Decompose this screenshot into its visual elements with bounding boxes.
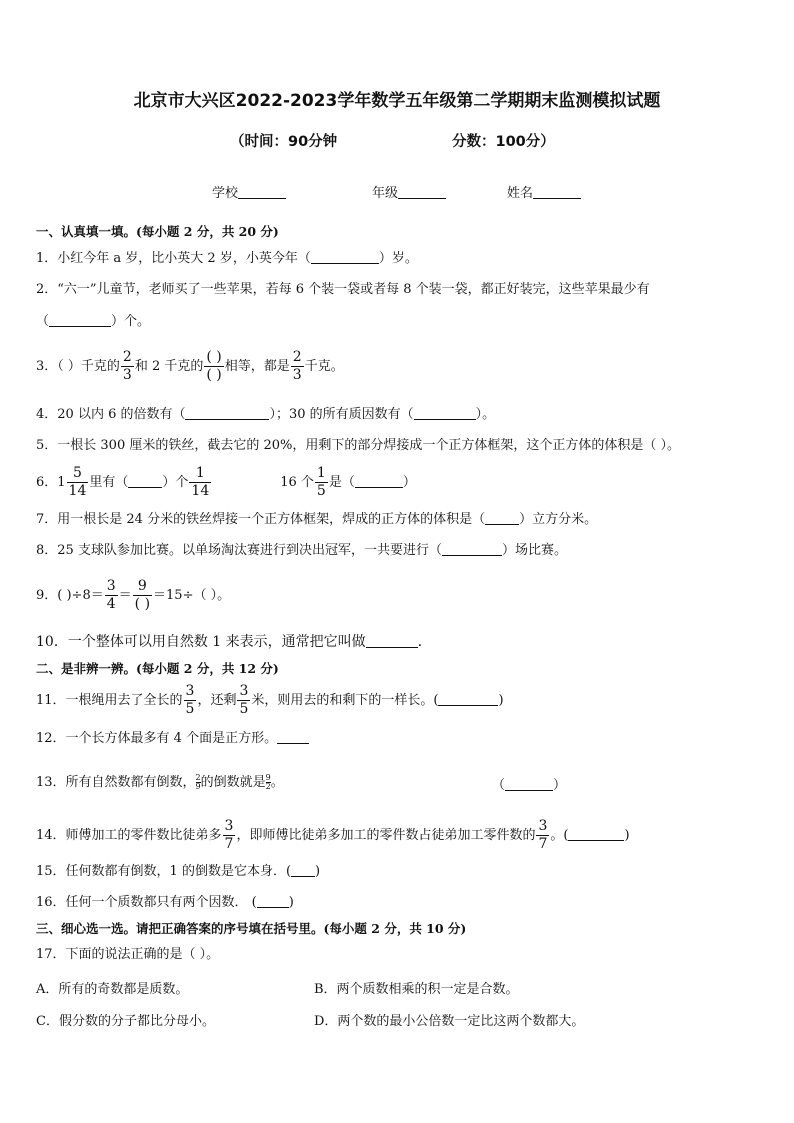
fraction: $\frac{3}{7}$ <box>224 818 234 852</box>
option-c[interactable]: C．假分数的分子都比分母小。 <box>36 1014 215 1029</box>
fraction-blank[interactable]: $\frac{9}{( )}$ <box>134 578 151 612</box>
section-3-heading: 三、细心选一选。请把正确答案的序号填在括号里。(每小题 2 分，共 10 分) <box>36 921 467 936</box>
question-9: 9．( )÷8＝ $\frac{3}{4}$ ＝ $\frac{9}{( )}$ ＝15÷（ ）。 <box>36 578 231 612</box>
question-4: 4．20 以内 6 的倍数有（ ）；30 的所有质因数有（ ）。 <box>36 407 496 422</box>
answer-blank[interactable] <box>355 474 403 488</box>
answer-blank[interactable] <box>438 692 498 706</box>
question-10: 10．一个整体可以用自然数 1 来表示，通常把它叫做 . <box>36 634 423 650</box>
exam-time: （时间：90分钟 <box>230 134 338 150</box>
answer-blank[interactable] <box>366 634 418 648</box>
question-16: 16．任何一个质数都只有两个因数． ( ) <box>36 895 294 910</box>
answer-blank[interactable] <box>257 894 289 908</box>
question-3: 3．（ ）千克的 $\frac{2}{3}$ 和 2 千克的 $\frac{( )}{( )}$ 相等，都是 $\frac{2}{3}$ 千克。 <box>36 349 344 383</box>
question-17: 17．下面的说法正确的是（ ）。 <box>36 947 220 962</box>
question-5: 5．一根长 300 厘米的铁丝，截去它的 20%，用剩下的部分焊接成一个正方体框架，这个正方体的体积是（ ）。 <box>36 438 681 453</box>
option-d[interactable]: D．两个数的最小公倍数一定比这两个数都大。 <box>314 1014 585 1029</box>
answer-blank[interactable] <box>414 406 476 420</box>
option-a[interactable]: A．所有的奇数都是质数。 <box>36 982 189 997</box>
question-2: 2．“六一”儿童节，老师买了一些苹果，若每 6 个装一袋或者每 8 个装一袋，都正好装完，这些苹果最少有 <box>36 282 650 297</box>
answer-blank[interactable] <box>505 777 553 791</box>
name-blank[interactable] <box>533 185 581 199</box>
question-7: 7．用一根长是 24 分米的铁丝焊接一个正方体框架，焊成的正方体的体积是（ ）立方分米。 <box>36 512 598 527</box>
grade-label: 年级 <box>372 186 399 201</box>
fraction: $\frac{3}{5}$ <box>185 683 195 717</box>
fraction: $\frac{2}{3}$ <box>122 349 132 383</box>
fraction: $\frac{5}{14}$ <box>68 465 87 499</box>
name-label: 姓名 <box>507 186 534 201</box>
question-15: 15．任何数都有倒数，1 的倒数是它本身．( ) <box>36 864 321 879</box>
section-2-heading: 二、是非辨一辨。(每小题 2 分，共 12 分) <box>36 661 279 676</box>
answer-blank[interactable] <box>185 406 269 420</box>
fraction: $\frac{3}{4}$ <box>106 578 116 612</box>
exam-score: 分数：100分） <box>452 134 555 150</box>
answer-blank[interactable] <box>568 827 624 841</box>
question-11: 11．一根绳用去了全长的 $\frac{3}{5}$ ，还剩 $\frac{3}{5}$ 米，则用去的和剩下的一样长。( ) <box>36 683 504 717</box>
name-field <box>507 182 581 201</box>
school-blank[interactable] <box>238 185 286 199</box>
answer-blank[interactable] <box>311 250 379 264</box>
question-6: 6．1 $\frac{5}{14}$ 里有（ ）个 $\frac{1}{14}$ 16 个 $\frac{1}{5}$ 是（ ） <box>36 465 416 499</box>
fraction: $\frac{3}{7}$ <box>538 818 548 852</box>
fraction: $\frac{2}{9}$ <box>195 773 201 791</box>
question-2-cont: （ ）个。 <box>36 314 151 329</box>
answer-blank[interactable] <box>277 730 309 744</box>
page-title: 北京市大兴区2022-2023学年数学五年级第二学期期末监测模拟试题 <box>133 91 661 111</box>
question-14: 14．师傅加工的零件数比徒弟多 $\frac{3}{7}$ ，即师傅比徒弟多加工的零件数占徒弟加工零件数的 $\frac{3}{7}$ 。( ) <box>36 818 630 852</box>
school-field <box>212 182 286 201</box>
question-12: 12．一个长方体最多有 4 个面是正方形。 <box>36 730 309 747</box>
answer-blank[interactable] <box>485 511 519 525</box>
fraction: $\frac{9}{2}$ <box>265 773 271 791</box>
school-label: 学校 <box>212 186 239 201</box>
fraction: $\frac{1}{5}$ <box>316 465 326 499</box>
answer-blank[interactable] <box>49 313 111 327</box>
fraction: $\frac{2}{3}$ <box>292 349 302 383</box>
section-1-heading: 一、认真填一填。(每小题 2 分，共 20 分) <box>36 224 279 239</box>
answer-blank[interactable] <box>291 863 315 877</box>
fraction: $\frac{1}{14}$ <box>191 465 210 499</box>
option-b[interactable]: B．两个质数相乘的积一定是合数。 <box>314 982 519 997</box>
grade-blank[interactable] <box>398 185 446 199</box>
answer-blank[interactable] <box>442 542 502 556</box>
answer-blank[interactable] <box>128 474 162 488</box>
fraction: $\frac{3}{5}$ <box>239 683 249 717</box>
grade-field <box>372 182 446 201</box>
fraction-blank[interactable]: $\frac{( )}{( )}$ <box>206 349 222 383</box>
question-8: 8．25 支球队参加比赛。以单场淘汰赛进行到决出冠军，一共要进行（ ）场比赛。 <box>36 543 567 558</box>
question-13-answer: （ ） <box>492 778 567 793</box>
question-1: 1．小红今年 a 岁，比小英大 2 岁，小英今年（ ）岁。 <box>36 251 418 266</box>
question-13: 13．所有自然数都有倒数， $\frac{2}{9}$ 的倒数就是 $\frac{9}{2}$ 。 <box>36 773 284 791</box>
